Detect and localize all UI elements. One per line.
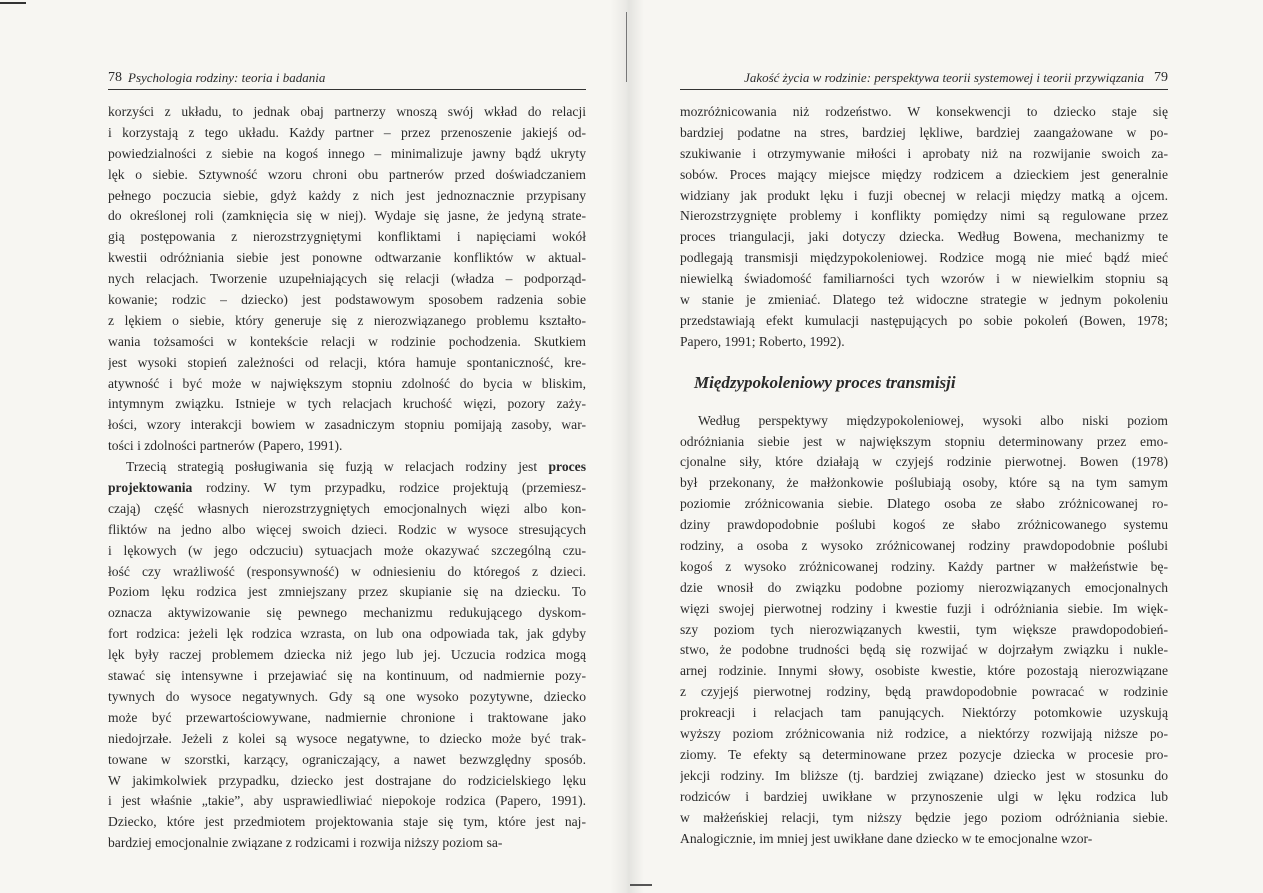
text-line: czają) część własnych nierozstrzygniętych emocjonalnych więzi albo kon- — [108, 500, 586, 516]
text-line: łość czy wrażliwość (responsywność) w odniesieniu do któregoś z dzieci. — [108, 563, 586, 579]
right-page-body — [680, 102, 1168, 849]
text-line: z czyjejś pierwotnej rodziny, będą prawdopodobnie powracać w rodzinie — [680, 684, 1168, 700]
right-running-head — [680, 62, 1168, 90]
right-page-number: 79 — [1154, 70, 1168, 85]
text-line: Analogicznie, im mniej jest uwikłane dane dziecko w te emocjonalne wzor- — [680, 830, 1093, 846]
right-paragraph-1 — [680, 102, 1168, 353]
text-line: nych relacjach. Tworzenie uzupełniających się relacji (władza – podporząd- — [108, 271, 586, 287]
right-running-title: Jakość życia w rodzinie: perspektywa teorii systemowej i teorii przywiązania — [744, 70, 1144, 85]
left-running-title: Psychologia rodziny: teoria i badania — [128, 70, 326, 85]
text-line: więzi swojej pierwotnej rodziny i kwestie fuzji i odróżniania siebie. Im więk- — [680, 600, 1168, 616]
text-line: dzie wnosił do związku podobne poziomy nierozwiązanych emocjonalnych — [680, 579, 1168, 595]
section-heading: Międzypokoleniowy proces transmisji — [694, 372, 956, 392]
text-line: i lękowych (w jego odczuciu) sytuacjach może okazywać szczególną czu- — [108, 542, 586, 558]
text-line: szy poziom tych nierozwiązanych kwestii, tym większe prawdopodobień- — [680, 621, 1168, 637]
text-line: korzyści z układu, to jednak obaj partnerzy wnoszą swój wkład do relacji — [108, 104, 586, 119]
text-line: powiedzialności z siebie na kogoś innego – minimalizuje jawny bądź ukryty — [108, 145, 586, 161]
left-page — [108, 62, 586, 854]
text-line: oznacza aktywizowanie się pewnego mechanizmu redukującego dyskom- — [108, 605, 586, 621]
text-line: jest wysoki stopień zależności od relacji, która hamuje spontaniczność, kre- — [108, 354, 586, 370]
text-line: w stanie je zmieniać. Dlatego też widoczne strategie w jednym pokoleniu — [680, 292, 1168, 308]
gutter-scan-line — [626, 12, 627, 82]
text-line: i jest właśnie „takie”, aby usprawiedliwiać niepokoje rodzica (Papero, 1991). — [108, 793, 586, 809]
text-line: odróżniania siebie jest w największym stopniu determinowany przez emo- — [680, 433, 1168, 449]
text-line: Według perspektywy międzypokoleniowej, wysoki albo niski poziom — [698, 412, 1168, 428]
text-line: kogoś z wysoko zróżnicowanej rodziny. Każdy partner w małżeństwie bę- — [680, 558, 1168, 574]
text-line: łości, wzory interakcji bowiem w zasadniczym stopniu pomijają zasoby, war- — [108, 417, 586, 433]
text-line: tości i zdolności partnerów (Papero, 1991). — [108, 438, 343, 454]
text-line: niedojrzałe. Jeżeli z kolei są wysoce negatywne, to dziecko może być trak- — [108, 730, 586, 746]
left-page-body — [108, 102, 586, 854]
text-line: towane w szorstki, karzący, ograniczający, a nawet bezwzględny sposób. — [108, 751, 586, 767]
text-line: przedstawiają efekt kumulacji następujących po sobie pokoleń (Bowen, 1978; — [680, 312, 1168, 328]
text-line: projektowania rodziny. W tym przypadku, rodzice projektują (przemiesz- — [108, 480, 586, 496]
text-line: szukiwanie i otrzymywanie miłości i aprobaty niż na rozwijanie swoich za- — [680, 145, 1168, 161]
text-line: W jakimkolwiek przypadku, dziecko jest dostrajane do rodzicielskiego lęku — [108, 772, 586, 788]
text-line: pełnego poczucia siebie, gdyż każdy z nich jest jednoznacznie przypisany — [108, 187, 586, 203]
text-line: poziomie zróżnicowania siebie. Dlatego osoba ze słabo zróżnicowanej ro- — [680, 496, 1168, 512]
text-line: prokreacji i relacjach tam panujących. Niektórzy potomkowie uzyskują — [680, 705, 1168, 721]
text-line: w małżeńskiej relacji, tym niższy będzie jego poziom odróżniania siebie. — [680, 809, 1168, 825]
text-line: do określonej roli (zamknięcia się w niej). Wydaje się jasne, że jedyną strate- — [108, 208, 586, 224]
text-line: kowanie; rodzic – dziecko) jest podstawowym sposobem radzenia sobie — [108, 292, 586, 308]
text-line: tywnych do wysoce negatywnych. Gdy są one wysoko pozytywne, dziecko — [108, 688, 586, 704]
text-line: może być przewartościowywane, nadmiernie chronione i traktowane jako — [108, 709, 586, 725]
text-line: Papero, 1991; Roberto, 1992). — [680, 333, 845, 349]
text-line: dziny prawdopodobnie poślubi kogoś ze słabo zróżnicowanego systemu — [680, 517, 1168, 533]
text-line: i korzystają z tego układu. Każdy partner – przez przenoszenie jakiejś od- — [108, 124, 586, 140]
text-line: stwo, że podobne trudności będą się rozwijać w dojrzałym związku i nukle- — [680, 642, 1168, 658]
text-line: gią postępowania z nierozstrzygniętymi konfliktami i napięciami wokół — [108, 229, 586, 245]
text-line: jekcji rodziny. Im bliższe (tj. bardziej związane) dziecko jest w stosunku do — [680, 767, 1168, 783]
text-line: arnej rodzinie. Innymi słowy, osobiste kwestie, które pozostają nierozwiązane — [680, 663, 1168, 679]
text-line: widziany jak produkt lęku i fuzji obecnej w relacji między matką a ojcem. — [680, 187, 1168, 203]
text-line: Trzecią strategią posługiwania się fuzją w relacjach rodziny jest proces — [126, 459, 586, 475]
text-line: Poziom lęku rodzica jest zmniejszany przez skupianie się na dziecku. To — [108, 584, 586, 600]
text-line: wyższy poziom zróżnicowania niż rodzice, a niektórzy rozwijają niższe po- — [680, 726, 1168, 742]
text-line: cjonalne siły, które działają w czyjejś rodzinie pierwotnej. Bowen (1978) — [680, 454, 1168, 470]
text-line: Nierozstrzygnięte problemy i konflikty pomiędzy nimi są regulowane przez — [680, 208, 1168, 224]
scan-bottom-mark — [630, 884, 652, 886]
scan-corner-mark — [0, 2, 26, 4]
text-line: ziomy. Te efekty są determinowane przez pozycje dziecka w procesie pro- — [680, 746, 1168, 762]
text-line: wania tożsamości w kontekście relacji w rodzinie pochodzenia. Skutkiem — [108, 333, 586, 349]
text-line: sobów. Proces mający miejsce między rodzicem a dzieckiem jest generalnie — [680, 166, 1168, 182]
text-line: z lękiem o siebie, który generuje się z nierozwiązanego problemu kształto- — [108, 312, 586, 328]
text-line: bardziej podatne na stres, bardziej lękliwe, bardziej zaangażowane w po- — [680, 124, 1168, 140]
text-line: atywność i być może w największym stopniu zdolność do bycia w bliskim, — [108, 375, 586, 391]
text-line: rodziny, a osoba z wysoko zróżnicowanej rodziny prawdopodobnie poślubi — [680, 538, 1168, 554]
left-page-number: 78 — [108, 70, 122, 85]
book-gutter — [610, 0, 644, 893]
text-line: Dziecko, które jest przedmiotem projektowania staje się tym, które jest naj- — [108, 814, 586, 830]
text-line: stawać się intensywne i przejawiać się na kontinuum, od nadmiernie pozy- — [108, 668, 586, 684]
text-line: niewielką świadomość familiarności tych wzorów i w niewielkim stopniu są — [680, 271, 1168, 287]
text-line: rodziców i bardziej uwikłane w przynoszenie ulgi w lęku rodzica lub — [680, 788, 1168, 804]
text-line: proces triangulacji, jaki dotyczy dziecka. Według Bowena, mechanizmy te — [680, 229, 1168, 245]
text-line: fliktów na jedno albo więcej swoich dzieci. Rodzic w wysoce stresujących — [108, 521, 586, 537]
right-paragraph-2 — [680, 411, 1168, 850]
text-line: lęk o siebie. Sztywność wzoru chroni obu partnerów przed doświadczaniem — [108, 166, 586, 182]
text-line: mozróżnicowania niż rodzeństwo. W konsekwencji to dziecko staje się — [680, 104, 1168, 119]
text-line: podlegają transmisji międzypokoleniowej. Rodzice mogą nie mieć bądź mieć — [680, 250, 1168, 266]
left-running-head — [108, 62, 586, 90]
text-line: intymnym związku. Istnieje w tych relacjach kruchość więzi, pozory zaży- — [108, 396, 586, 412]
right-page — [680, 62, 1168, 849]
text-line: był przekonany, że małżonkowie poślubiają osoby, które są na tym samym — [680, 475, 1168, 491]
text-line: kwestii odróżniania siebie jest ponowne odtwarzanie konfliktów w aktual- — [108, 250, 586, 266]
text-line: lęk były raczej problemem dziecka niż jego lub jej. Uczucia rodzica mogą — [108, 647, 586, 663]
text-line: bardziej emocjonalnie związane z rodzicami i rozwija niższy poziom sa- — [108, 835, 503, 851]
text-line: fort rodzica: jeżeli lęk rodzica wzrasta, on lub ona odpowiada tak, jak gdyby — [108, 626, 586, 642]
